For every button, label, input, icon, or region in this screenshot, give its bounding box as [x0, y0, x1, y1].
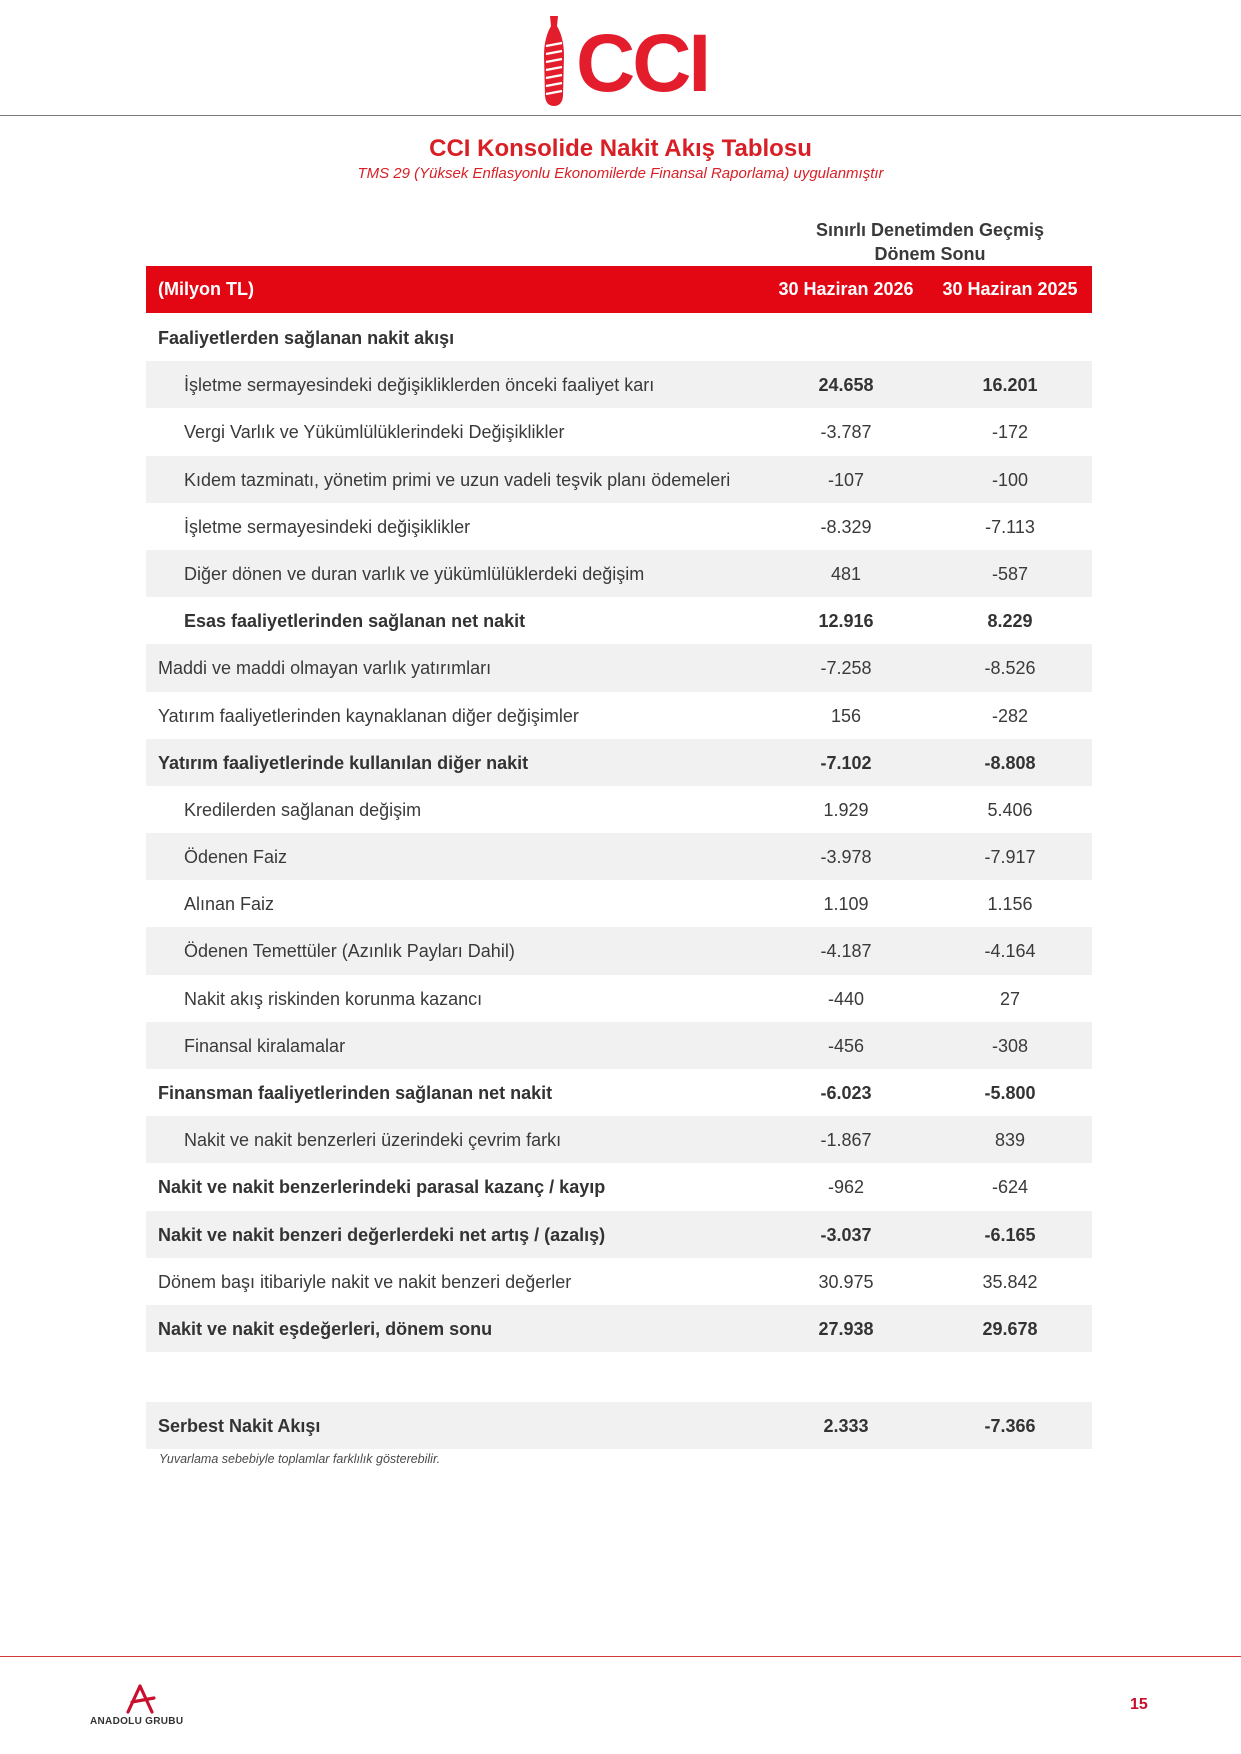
- logo-wordmark: CCI: [576, 18, 709, 109]
- page-title: CCI Konsolide Nakit Akış Tablosu: [429, 135, 812, 162]
- table-row: İşletme sermayesindeki değişikliklerden önceki faaliyet karı 24.658 16.201: [146, 361, 1092, 408]
- table-row: Ödenen Faiz -3.978 -7.917: [146, 833, 1092, 880]
- table-header: [146, 266, 1092, 313]
- column-header-2026: 30 Haziran 2026: [778, 279, 914, 299]
- table-row: Esas faaliyetlerinden sağlanan net nakit 12.916 8.229: [184, 611, 1033, 632]
- free-cash-flow-label: Serbest Nakit Akışı: [158, 1416, 321, 1436]
- table-row: Ödenen Temettüler (Azınlık Payları Dahil) -4.187 -4.164: [146, 927, 1092, 974]
- table-row: Yatırım faaliyetlerinden kaynaklanan diğer değişimler 156 -282: [158, 705, 1029, 726]
- table-row: Nakit ve nakit eşdeğerleri, dönem sonu 27.938 29.678: [146, 1305, 1092, 1352]
- rounding-note: Yuvarlama sebebiyle toplamlar farklılık gösterebilir.: [159, 1452, 441, 1466]
- table-row: Finansal kiralamalar -456 -308: [146, 1022, 1092, 1069]
- audit-heading-line1: Sınırlı Denetimden Geçmiş: [815, 220, 1045, 240]
- page-number: 15: [1130, 1696, 1148, 1713]
- table-row: Kıdem tazminatı, yönetim primi ve uzun vadeli teşvik planı ödemeleri -107 -100: [146, 456, 1092, 503]
- cci-logo: [540, 16, 709, 109]
- table-row: Finansman faaliyetlerinden sağlanan net nakit -6.023 -5.800: [158, 1083, 1036, 1103]
- cash-flow-table: [146, 314, 1092, 1352]
- free-cash-flow-2025: -7.366: [984, 1416, 1036, 1436]
- table-row: İşletme sermayesindeki değişiklikler -8.329 -7.113: [184, 516, 1035, 537]
- audit-heading: [790, 218, 1070, 266]
- table-row: Nakit ve nakit benzeri değerlerdeki net artış / (azalış) -3.037 -6.165: [146, 1211, 1092, 1258]
- table-row: Dönem başı itibariyle nakit ve nakit benzeri değerler 30.975 35.842: [158, 1271, 1038, 1292]
- anadolu-grubu-logo: [90, 1684, 200, 1728]
- table-row: Kredilerden sağlanan değişim 1.929 5.406: [184, 799, 1033, 820]
- table-row: Maddi ve maddi olmayan varlık yatırımları -7.258 -8.526: [146, 644, 1092, 691]
- table-row: Alınan Faiz 1.109 1.156: [184, 894, 1033, 915]
- free-cash-flow-2026: 2.333: [823, 1416, 869, 1436]
- unit-label: (Milyon TL): [158, 279, 254, 299]
- column-header-2025: 30 Haziran 2025: [942, 279, 1078, 299]
- table-row: Diğer dönen ve duran varlık ve yükümlülüklerdeki değişim 481 -587: [146, 550, 1092, 597]
- table-row: Vergi Varlık ve Yükümlülüklerindeki Değişiklikler -3.787 -172: [184, 422, 1029, 443]
- anadolu-grubu-text: ANADOLU GRUBU: [90, 1716, 184, 1727]
- table-row: Nakit ve nakit benzerleri üzerindeki çevrim farkı -1.867 839: [146, 1116, 1092, 1163]
- footer-divider: [0, 1656, 1241, 1657]
- free-cash-flow-row: [146, 1402, 1092, 1449]
- page-subtitle: TMS 29 (Yüksek Enflasyonlu Ekonomilerde Finansal Raporlama) uygulanmıştır: [357, 165, 884, 182]
- table-row: Yatırım faaliyetlerinde kullanılan diğer nakit -7.102 -8.808: [146, 739, 1092, 786]
- anadolu-mark-icon: [120, 1684, 160, 1714]
- table-row: Nakit ve nakit benzerlerindeki parasal kazanç / kayıp -962 -624: [158, 1177, 1029, 1198]
- table-row: Nakit akış riskinden korunma kazancı -440 27: [184, 988, 1021, 1009]
- audit-heading-line2: Dönem Sonu: [874, 244, 986, 264]
- header-divider: [0, 115, 1241, 116]
- table-row: Faaliyetlerden sağlanan nakit akışı: [158, 328, 455, 348]
- bottle-icon: [540, 16, 570, 108]
